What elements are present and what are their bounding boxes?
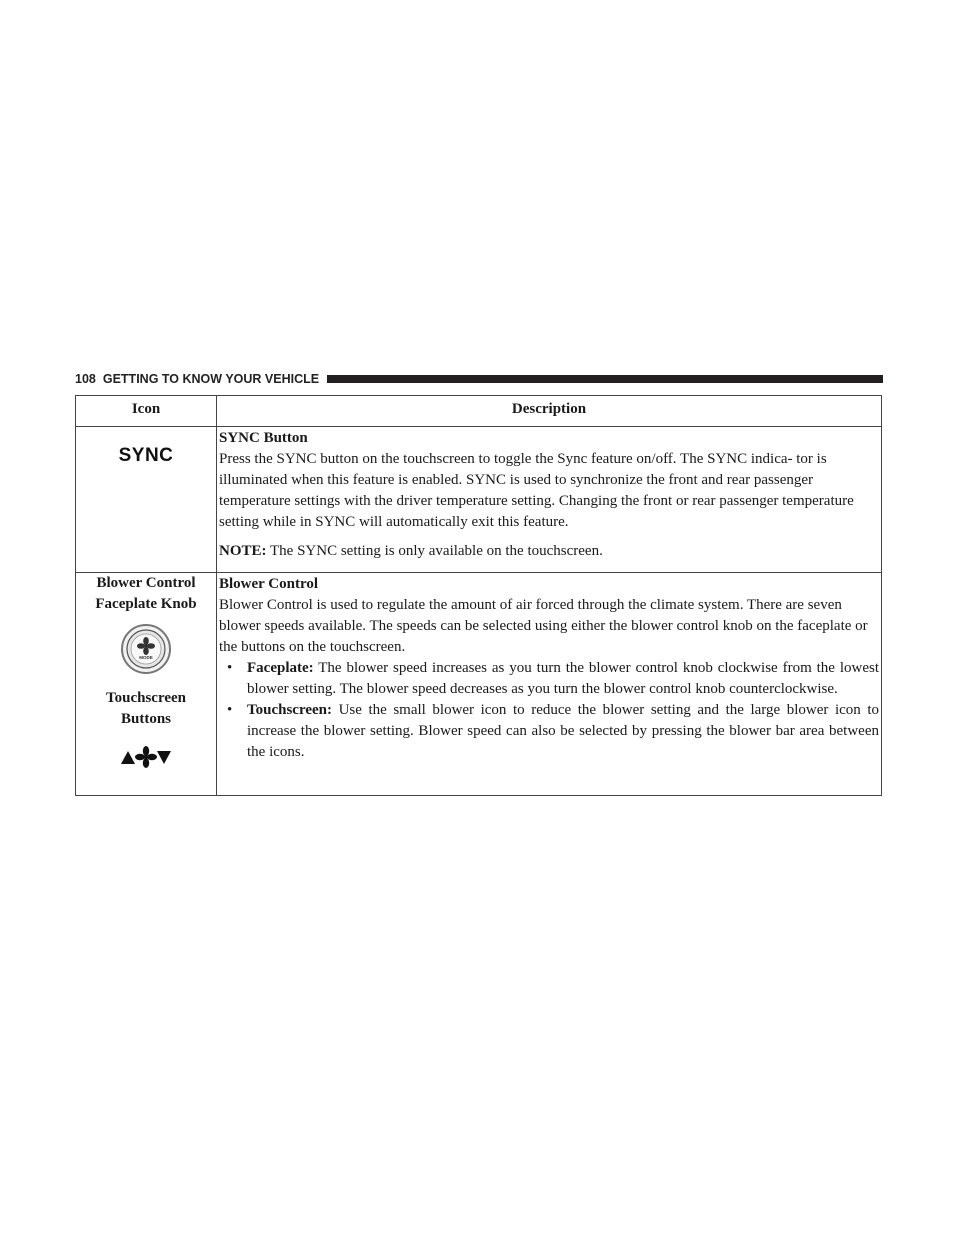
table-row (76, 427, 882, 573)
page-header (75, 370, 883, 388)
header-rule (327, 375, 883, 383)
icon-cell (76, 573, 217, 796)
bullet-text: The blower speed increases as you turn the blower control knob clockwise from the lowest blower setting. The blower speed decreases as you turn the blower control knob counterclockwise. (247, 660, 880, 697)
bullet-text: Use the small blower icon to reduce the blower setting and the large blower icon to increase the blower setting. Blower speed can also be selected by pressing the blower bar area between the icons. (247, 702, 880, 760)
column-header-icon: Icon (76, 396, 217, 427)
description-cell (217, 573, 882, 796)
knob-mode-label: MODE (139, 655, 153, 660)
column-header-description: Description (217, 396, 882, 427)
list-item (219, 700, 879, 763)
row-body: Blower Control is used to regulate the amount of air forced through the climate system. There are seven blower speeds available. The speeds can be selected using either the blower control knob on the faceplate or the buttons on the touchscreen. (219, 597, 868, 655)
row-title: Blower Control (219, 576, 319, 592)
row-title: SYNC Button (219, 430, 308, 446)
row-body: Press the SYNC button on the touchscreen to toggle the Sync feature on/off. The SYNC indica- tor is illuminated when this feature is enabled. SYNC is used to synchronize the front and rear passenger temperature settings with the driver temperature setting. Changing the front or rear passenger temperature setting while in SYNC will automatically exit this feature. (219, 451, 854, 530)
sync-text-icon: SYNC (118, 445, 174, 466)
icon-label-faceplate: Blower Control Faceplate Knob (95, 575, 197, 612)
table-header-row (76, 396, 882, 427)
note (219, 541, 879, 562)
description-cell (217, 427, 882, 573)
note-text: The SYNC setting is only available on the touchscreen. (270, 543, 603, 559)
icon-description-table (75, 395, 882, 796)
blower-touch-buttons-icon (76, 744, 216, 777)
icon-cell (76, 427, 217, 573)
table-row (76, 573, 882, 796)
icon-label-touchscreen: Touchscreen Buttons (105, 690, 186, 727)
section-title: GETTING TO KNOW YOUR VEHICLE (102, 372, 320, 386)
page-number: 108 (75, 372, 96, 386)
bullet-label: Touchscreen: (247, 702, 333, 718)
bullet-label: Faceplate: (247, 660, 314, 676)
bullet-list (219, 658, 879, 763)
note-label: NOTE: (219, 543, 267, 559)
list-item (219, 658, 879, 700)
bullet-icon: • (227, 702, 233, 718)
bullet-icon: • (227, 660, 233, 676)
blower-knob-icon (76, 623, 216, 682)
